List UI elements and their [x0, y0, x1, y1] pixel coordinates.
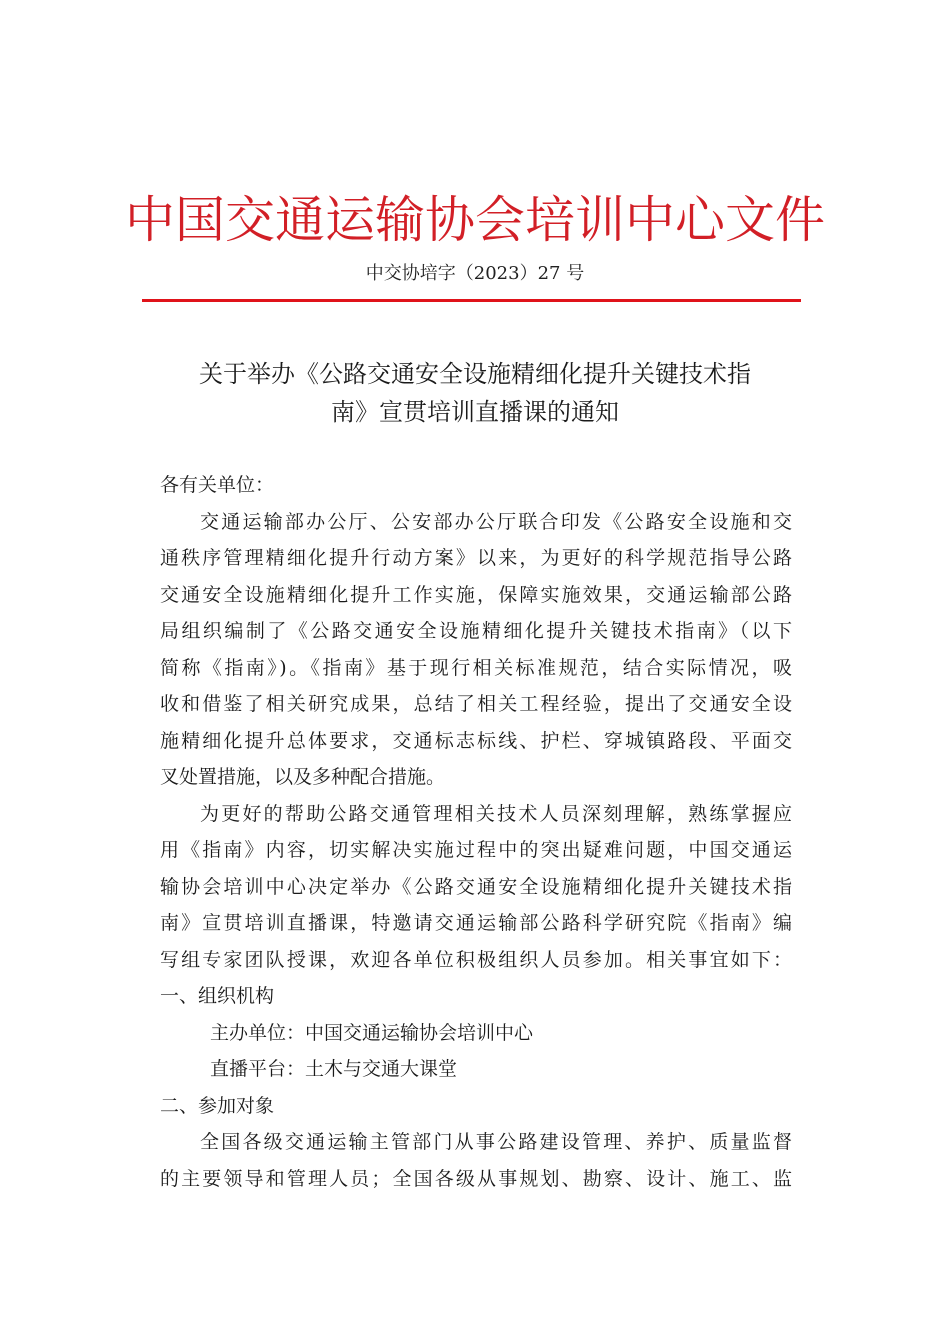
section-2-line: 的主要领导和管理人员；全国各级从事规划、勘察、设计、施工、监: [160, 1167, 792, 1190]
paragraph-1-line: 通秩序管理精细化提升行动方案》以来，为更好的科学规范指导公路: [160, 547, 792, 569]
paragraph-2-line: 写组专家团队授课，欢迎各单位积极组织人员参加。相关事宜如下：: [160, 948, 792, 971]
document-number: 中交协培字（2023）27 号: [365, 263, 585, 284]
section-1-heading: 一、组织机构: [160, 985, 275, 1007]
paragraph-2-line: 用《指南》内容，切实解决实施过程中的突出疑难问题，中国交通运: [160, 839, 792, 861]
paragraph-1-line: 施精细化提升总体要求，交通标志标线、护栏、穿城镇路段、平面交: [160, 729, 792, 752]
document-header-title: 中国交通运输协会培训中心文件: [125, 191, 825, 249]
notice-title: [150, 355, 800, 431]
paragraph-1-line: 交通安全设施精细化提升工作实施，保障实施效果，交通运输部公路: [160, 583, 792, 606]
paragraph-2-line: 南》宣贯培训直播课，特邀请交通运输部公路科学研究院《指南》编: [160, 912, 792, 934]
platform-line: 直播平台：土木与交通大课堂: [210, 1058, 458, 1080]
paragraph-1-line: 交通运输部办公厅、公安部办公厅联合印发《公路安全设施和交: [200, 510, 792, 533]
paragraph-1-line: 叉处置措施，以及多种配合措施。: [160, 766, 446, 788]
paragraph-2-line: 为更好的帮助公路交通管理相关技术人员深刻理解，熟练掌握应: [200, 802, 792, 825]
salutation: 各有关单位：: [160, 474, 275, 496]
section-2-heading: 二、参加对象: [160, 1094, 275, 1117]
paragraph-2-line: 输协会培训中心决定举办《公路交通安全设施精细化提升关键技术指: [160, 875, 792, 898]
organizer-line: 主办单位：中国交通运输协会培训中心: [210, 1021, 534, 1044]
paragraph-1: [160, 504, 792, 796]
paragraph-1-line: 收和借鉴了相关研究成果，总结了相关工程经验，提出了交通安全设: [160, 693, 792, 715]
paragraph-1-line: 局组织编制了《公路交通安全设施精细化提升关键技术指南》（以下: [160, 620, 792, 642]
notice-title-line-2: 南》宣贯培训直播课的通知: [331, 398, 619, 426]
paragraph-2: [160, 796, 792, 979]
paragraph-1-line: 简称《指南》)。《指南》基于现行相关标准规范，结合实际情况，吸: [160, 656, 792, 679]
notice-title-line-1: 关于举办《公路交通安全设施精细化提升关键技术指: [199, 360, 751, 388]
notice-body: [160, 467, 792, 1197]
section-2-line: 全国各级交通运输主管部门从事公路建设管理、养护、质量监督: [200, 1131, 792, 1153]
red-divider-line: [142, 299, 801, 302]
